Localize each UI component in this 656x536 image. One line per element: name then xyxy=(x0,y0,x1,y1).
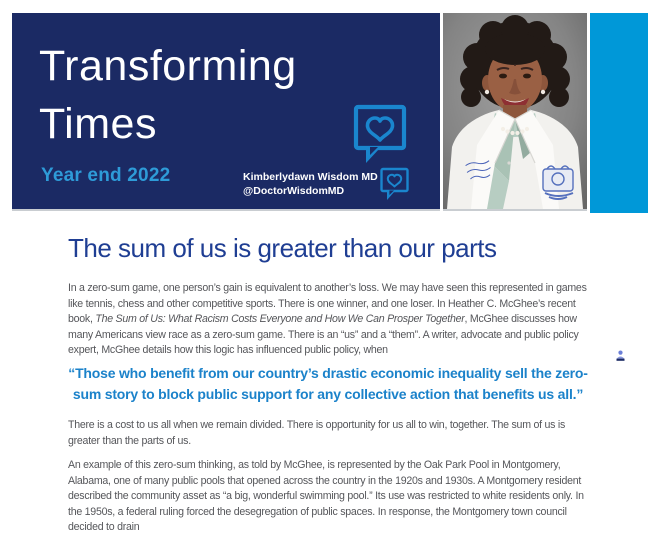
paragraph-1-text-continued: , McGhee discusses how many Americans view race as a zero-sum game. There is an “us” and a “them”. A writer, advocate and public policy expert, McGhee details how this logic has influenced public policy, when xyxy=(68,313,579,357)
speech-bubble-heart-icon xyxy=(351,103,411,165)
book-title-italic: The Sum of Us: What Racism Costs Everyone and How We Can Prosper Together xyxy=(95,313,465,326)
pull-quote-line1: “Those who benefit from our country’s drastic economic inequality sell the zero- xyxy=(68,365,588,381)
paragraph-1-text: In a zero-sum game, one person’s gain is equivalent to another’s loss. We may have seen this represented in games like tennis, chess and other competitive sports. There is one winner, and one loser. In Heather C. McGhee’s recent book, xyxy=(68,282,587,326)
author-name: Kimberlydawn Wisdom MD xyxy=(243,171,378,183)
author-portrait-photo xyxy=(443,13,587,209)
newsletter-title xyxy=(39,37,297,153)
article-heading: The sum of us is greater than our parts xyxy=(68,233,497,263)
article-paragraph-3: An example of this zero-sum thinking, as told by McGhee, is represented by the Oak Park Pool in Montgomery, Alabama, one of many public pools that opened across the country in the 1920s and 1930s. A Montgomery resident described the community asset as “a big, wonderful swimming pool.” Its use was restricted to white residents only. In the 1950s, a federal ruling forced the desegregation of public spaces. In response, the Montgomery town council decided to drain xyxy=(68,459,584,534)
masthead-banner xyxy=(12,13,440,209)
newsletter-title-line2: Times xyxy=(39,100,157,148)
pull-quote xyxy=(40,363,616,405)
margin-person-marker-icon[interactable] xyxy=(616,348,625,359)
accent-stripe xyxy=(590,13,648,213)
article-paragraph-2: There is a cost to us all when we remain divided. There is opportunity for us all to win, together. The sum of us is greater than the parts of us. xyxy=(68,419,566,447)
speech-bubble-heart-icon xyxy=(379,167,410,201)
article-paragraph-1 xyxy=(68,281,591,359)
pull-quote-line2: sum story to block public support for any collective action that benefits us all.” xyxy=(72,386,584,402)
issue-date: Year end 2022 xyxy=(41,165,171,186)
author-byline xyxy=(243,170,378,198)
newsletter-title-line1: Transforming xyxy=(39,42,297,90)
author-twitter-handle[interactable]: @DoctorWisdomMD xyxy=(243,185,345,197)
